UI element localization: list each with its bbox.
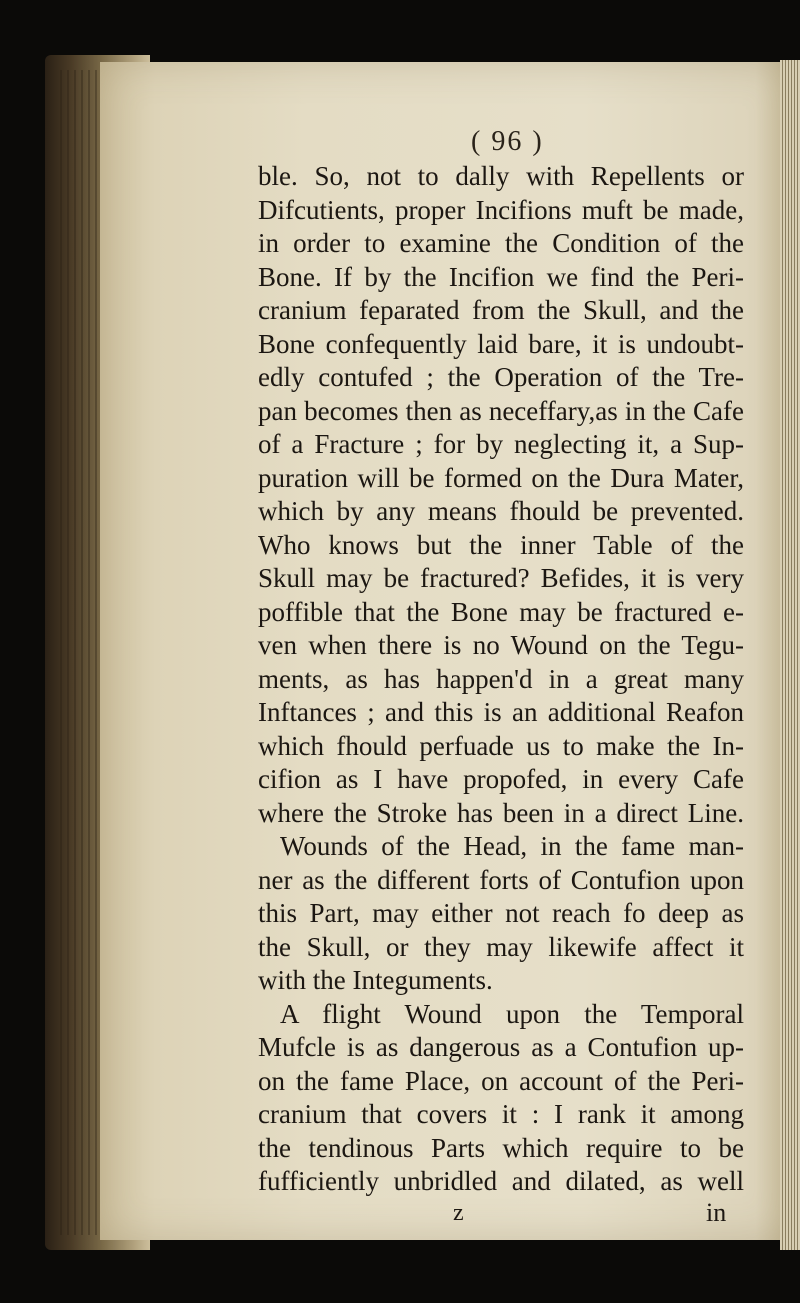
text-line: fufficiently unbridled and dilated, as well <box>258 1166 744 1196</box>
text-line: Wounds of the Head, in the fame man- <box>280 831 744 861</box>
text-line: ven when there is no Wound on the Tegu- <box>258 630 744 660</box>
text-line: ner as the different forts of Contufion upon <box>258 864 744 895</box>
text-line: of a Fracture ; for by neglecting it, a Sup- <box>258 429 744 459</box>
text-line: Bone confequently laid bare, it is undoubt- <box>258 328 744 359</box>
signature-row <box>258 1199 744 1233</box>
signature-mark: z <box>453 1200 464 1226</box>
text-line: on the fame Place, on account of the Peri- <box>258 1065 744 1096</box>
text-line: Mufcle is as dangerous as a Contufion up- <box>258 1032 744 1062</box>
text-line: where the Stroke has been in a direct Line. <box>258 797 744 828</box>
text-line: Who knows but the inner Table of the <box>258 529 744 560</box>
page-edges <box>780 60 800 1250</box>
text-line: the Skull, or they may likewife affect it <box>258 931 744 962</box>
text-line: edly contufed ; the Operation of the Tre- <box>258 362 744 392</box>
text-line: cranium that covers it : I rank it among <box>258 1099 744 1129</box>
text-line: Inftances ; and this is an additional Reafon <box>258 697 744 727</box>
text-line: with the Integuments. <box>258 965 493 995</box>
text-line: in order to examine the Condition of the <box>258 228 744 258</box>
text-line: Skull may be fractured? Befides, it is very <box>258 563 744 593</box>
text-line: poffible that the Bone may be fractured e- <box>258 596 744 627</box>
text-line: the tendinous Parts which require to be <box>258 1132 744 1163</box>
text-line: pan becomes then as neceffary,as in the Cafe <box>258 395 744 426</box>
catchword: in <box>706 1198 727 1227</box>
text-line: this Part, may either not reach fo deep as <box>258 898 744 928</box>
text-line: Difcutients, proper Incifions muft be made, <box>258 194 744 225</box>
text-line: cranium feparated from the Skull, and the <box>258 295 744 325</box>
text-line: ble. So, not to dally with Repellents or <box>258 161 744 191</box>
body-text <box>258 160 744 1199</box>
text-line: ments, as has happen'd in a great many <box>258 663 744 694</box>
text-line: which fhould perfuade us to make the In- <box>258 730 744 761</box>
text-line: puration will be formed on the Dura Mater, <box>258 462 744 493</box>
page-number: ( 96 ) <box>471 126 544 157</box>
text-line: which by any means fhould be prevented. <box>258 496 744 526</box>
text-line: cifion as I have propofed, in every Cafe <box>258 764 744 794</box>
text-line: Bone. If by the Incifion we find the Peri- <box>258 261 744 292</box>
text-line: A flight Wound upon the Temporal <box>280 998 744 1029</box>
